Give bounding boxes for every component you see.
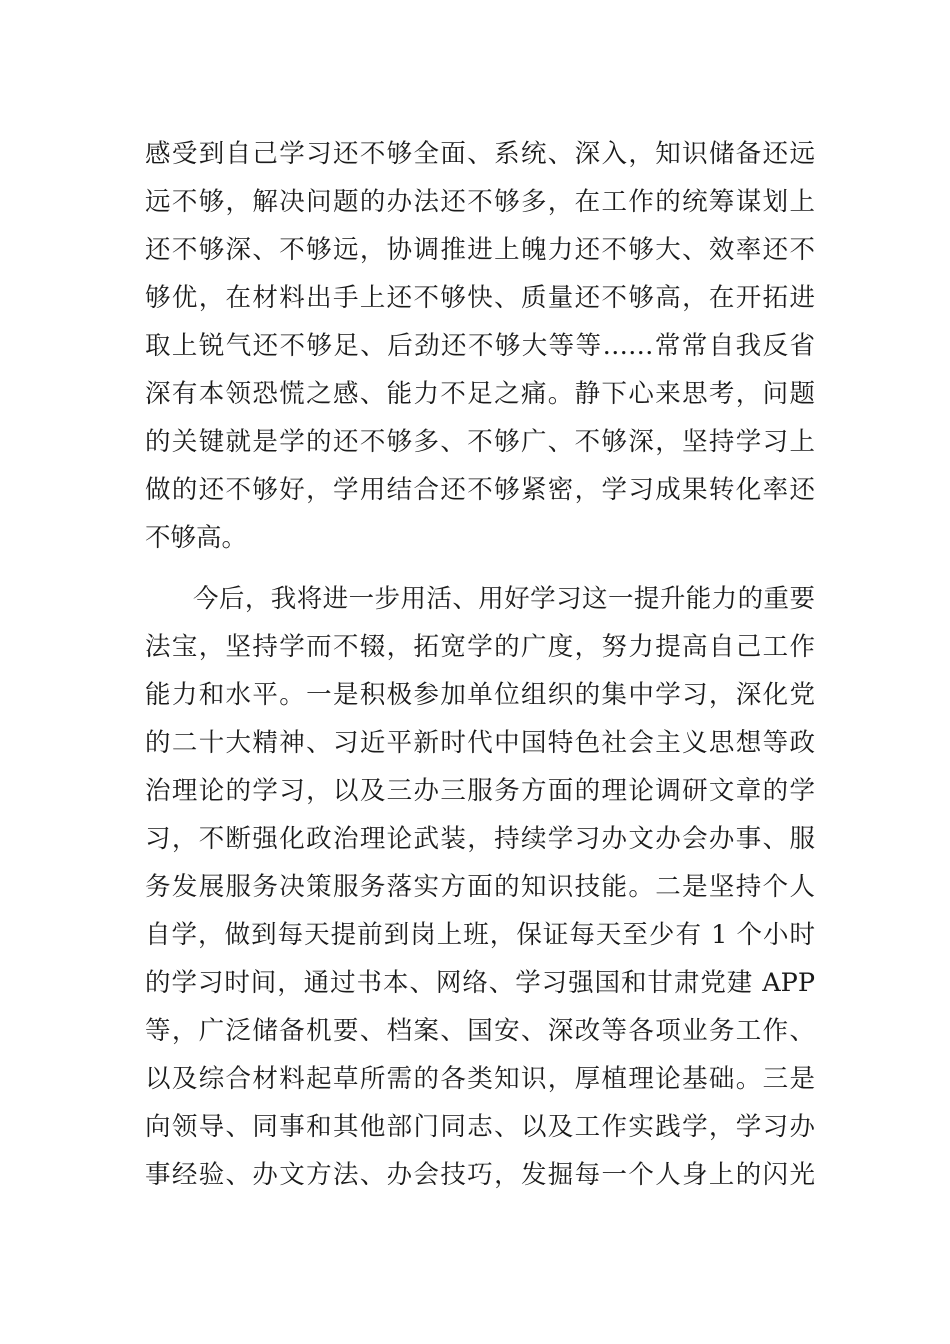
paragraph-2-line: 以及综合材料起草所需的各类知识，厚植理论基础。三是 — [145, 1064, 815, 1094]
paragraph-2-line: 治理论的学习，以及三办三服务方面的理论调研文章的学 — [145, 776, 815, 806]
paragraph-2-line: 今后，我将进一步用活、用好学习这一提升能力的重要 — [193, 584, 815, 614]
paragraph-2-line: 法宝，坚持学而不辍，拓宽学的广度，努力提高自己工作 — [145, 632, 815, 662]
paragraph-2-line: 的学习时间，通过书本、网络、学习强国和甘肃党建 APP — [145, 968, 815, 998]
paragraph-2-line: 自学，做到每天提前到岗上班，保证每天至少有 1 个小时 — [145, 920, 815, 950]
paragraph-1-line: 的关键就是学的还不够多、不够广、不够深，坚持学习上 — [145, 427, 815, 457]
paragraph-1-line: 还不够深、不够远，协调推进上魄力还不够大、效率还不 — [145, 235, 815, 265]
paragraph-1-line: 取上锐气还不够足、后劲还不够大等等……常常自我反省 — [145, 331, 815, 361]
paragraph-2-line: 能力和水平。一是积极参加单位组织的集中学习，深化党 — [145, 680, 815, 710]
paragraph-2-line: 的二十大精神、习近平新时代中国特色社会主义思想等政 — [145, 728, 815, 758]
paragraph-1-line: 感受到自己学习还不够全面、系统、深入，知识储备还远 — [145, 139, 815, 169]
paragraph-1-line: 不够高。 — [145, 523, 248, 553]
paragraph-2-line: 向领导、同事和其他部门同志、以及工作实践学，学习办 — [145, 1112, 815, 1142]
paragraph-2-line: 事经验、办文方法、办会技巧，发掘每一个人身上的闪光 — [145, 1160, 815, 1190]
paragraph-2-line: 习，不断强化政治理论武装，持续学习办文办会办事、服 — [145, 824, 815, 854]
paragraph-2-line: 务发展服务决策服务落实方面的知识技能。二是坚持个人 — [145, 872, 815, 902]
paragraph-1-line: 深有本领恐慌之感、能力不足之痛。静下心来思考，问题 — [145, 379, 815, 409]
paragraph-1-line: 远不够，解决问题的办法还不够多，在工作的统筹谋划上 — [145, 187, 815, 217]
paragraph-1-line: 做的还不够好，学用结合还不够紧密，学习成果转化率还 — [145, 475, 815, 505]
paragraph-1-line: 够优，在材料出手上还不够快、质量还不够高，在开拓进 — [145, 283, 815, 313]
paragraph-2-line: 等，广泛储备机要、档案、国安、深改等各项业务工作、 — [145, 1016, 815, 1046]
